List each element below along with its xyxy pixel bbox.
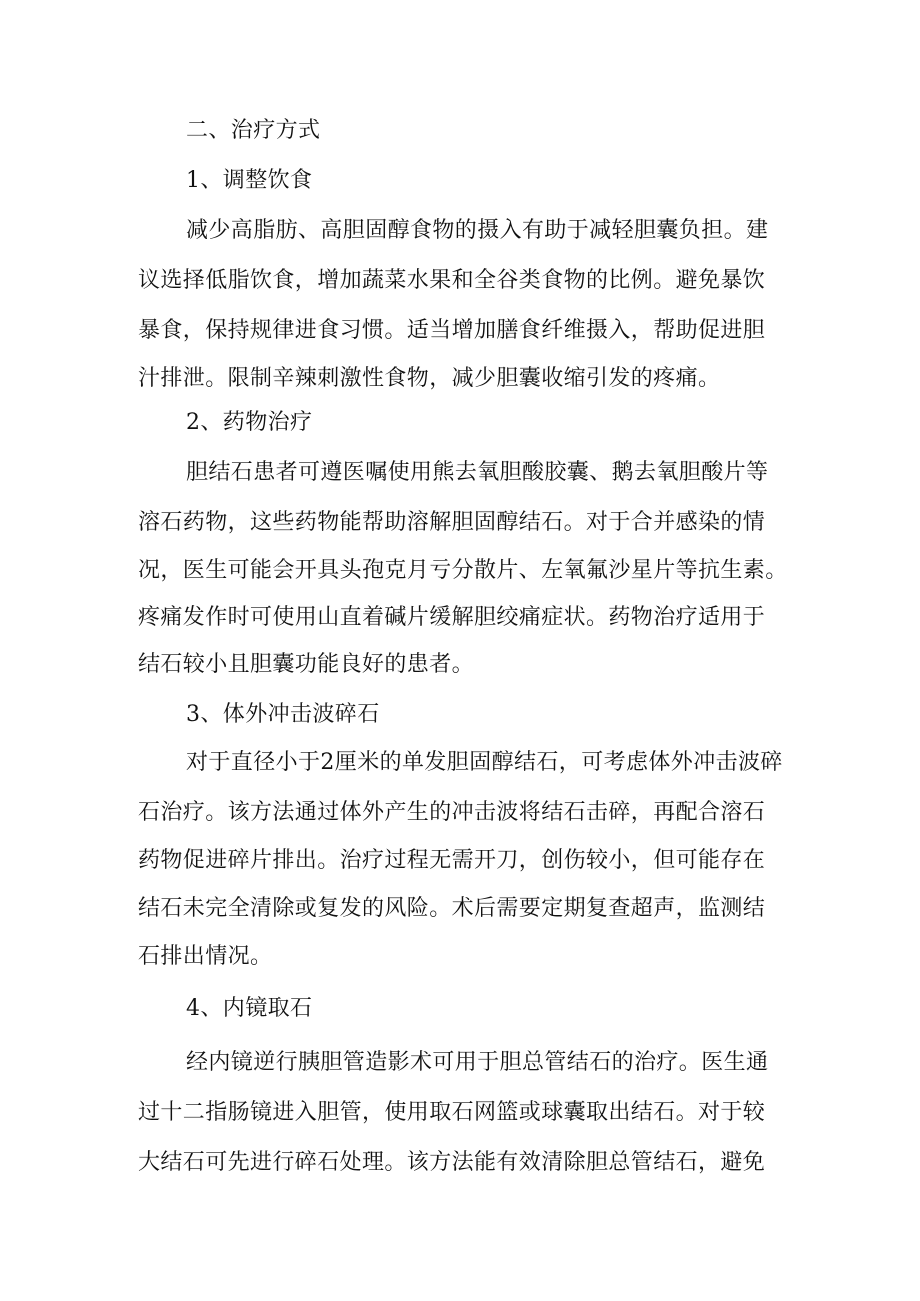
paragraph-line: 况，医生可能会开具头孢克月亏分散片、左氧氟沙星片等抗生素。 (138, 558, 788, 583)
paragraph-line: 大结石可先进行碎石处理。该方法能有效清除胆总管结石，避免 (138, 1150, 766, 1175)
paragraph-line: 药物促进碎片排出。治疗过程无需开刀，创伤较小，但可能存在 (138, 848, 766, 873)
subsection-heading-endoscopy: 4、内镜取石 (186, 996, 313, 1021)
subsection-heading-diet: 1、调整饮食 (186, 168, 313, 193)
paragraph-line: 暴食，保持规律进食习惯。适当增加膳食纤维摄入，帮助促进胆 (138, 318, 766, 343)
paragraph-line: 石排出情况。 (138, 944, 273, 969)
paragraph-line: 结石未完全清除或复发的风险。术后需要定期复查超声，监测结 (138, 896, 766, 921)
section-title: 二、治疗方式 (186, 118, 321, 143)
paragraph-line: 减少高脂肪、高胆固醇食物的摄入有助于减轻胆囊负担。建 (186, 218, 769, 243)
paragraph-line: 结石较小且胆囊功能良好的患者。 (138, 652, 475, 677)
paragraph-line: 过十二指肠镜进入胆管，使用取石网篮或球囊取出结石。对于较 (138, 1100, 766, 1125)
subsection-heading-medication: 2、药物治疗 (186, 410, 313, 435)
paragraph-line: 胆结石患者可遵医嘱使用熊去氧胆酸胶囊、鹅去氧胆酸片等 (186, 460, 769, 485)
paragraph-line: 汁排泄。限制辛辣刺激性食物，减少胆囊收缩引发的疼痛。 (138, 366, 721, 391)
subsection-heading-lithotripsy: 3、体外冲击波碎石 (186, 702, 380, 727)
paragraph-line: 议选择低脂饮食，增加蔬菜水果和全谷类食物的比例。避免暴饮 (138, 268, 766, 293)
paragraph-line: 疼痛发作时可使用山直着碱片缓解胆绞痛症状。药物治疗适用于 (138, 605, 766, 630)
paragraph-line: 经内镜逆行胰胆管造影术可用于胆总管结石的治疗。医生通 (186, 1050, 769, 1075)
paragraph-line: 石治疗。该方法通过体外产生的冲击波将结石击碎，再配合溶石 (138, 800, 766, 825)
paragraph-line: 溶石药物，这些药物能帮助溶解胆固醇结石。对于合并感染的情 (138, 510, 766, 535)
paragraph-line: 对于直径小于2厘米的单发胆固醇结石，可考虑体外冲击波碎 (186, 750, 783, 775)
